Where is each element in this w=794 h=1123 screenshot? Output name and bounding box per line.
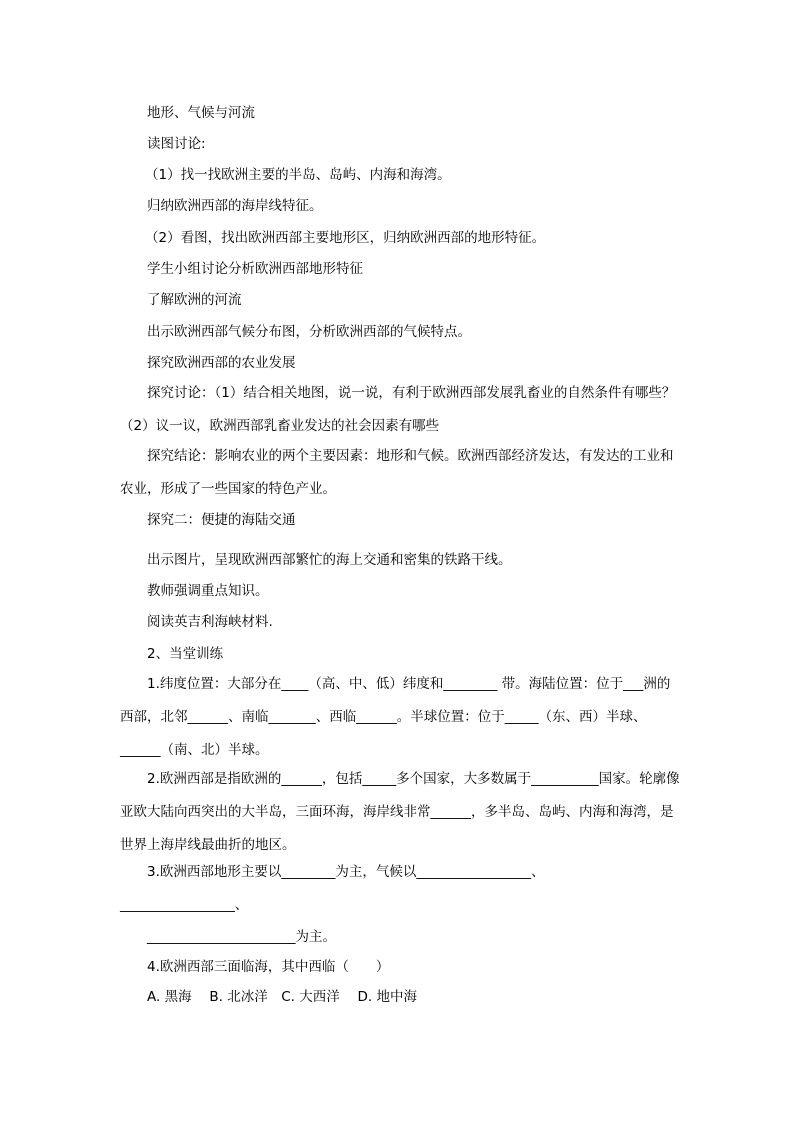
- question-3-line-1: 3.欧洲西部地形主要以________为主，气候以_________________、: [147, 864, 545, 880]
- heading-terrain-climate-rivers: 地形、气候与河流: [147, 105, 255, 121]
- group-discussion: 学生小组讨论分析欧洲西部地形特征: [147, 261, 363, 277]
- coastline-feature: 归纳欧洲西部的海岸线特征。: [147, 198, 323, 214]
- question-1-text: 1.纬度位置：大部分在____（高、中、低）纬度和________ 带。海陆位置：位于___洲的西部，北邻______、南临_______、西临______。半球位置：位于_____（东、西）半球、______（南、北）半球。: [120, 676, 671, 758]
- explore-discussion-paragraph: [120, 377, 680, 443]
- question-3-line-3: ______________________为主。: [147, 929, 336, 945]
- question-3-line-2: _________________、: [120, 897, 249, 913]
- question-2: [120, 763, 680, 862]
- english-channel-reading: 阅读英吉利海峡材料.: [147, 614, 273, 630]
- rivers-line: 了解欧洲的河流: [147, 292, 242, 308]
- question-4: 4.欧洲西部三面临海，其中西临（ ）: [147, 959, 390, 975]
- question-1: [120, 668, 680, 767]
- agriculture-heading: 探究欧洲西部的农业发展: [147, 355, 296, 371]
- show-images-line: 出示图片，呈现欧洲西部繁忙的海上交通和密集的铁路干线。: [147, 552, 512, 568]
- task-1-peninsulas: （1）找一找欧洲主要的半岛、岛屿、内海和海湾。: [145, 167, 451, 183]
- explore-two-heading: 探究二：便捷的海陆交通: [147, 512, 296, 528]
- teacher-emphasis: 教师强调重点知识。: [147, 583, 269, 599]
- explore-conclusion-text: 探究结论：影响农业的两个主要因素：地形和气候。欧洲西部经济发达，有发达的工业和农业，形成了一些国家的特色产业。: [120, 448, 674, 497]
- explore-conclusion-paragraph: [120, 440, 680, 506]
- question-2-text: 2.欧洲西部是指欧洲的______，包括_____多个国家，大多数属于__________国家。轮廓像亚欧大陆向西突出的大半岛，三面环海，海岸线非常______，多半岛、岛屿、内海和海湾，是世界上海岸线最曲折的地区。: [120, 771, 680, 853]
- climate-map-line: 出示欧洲西部气候分布图，分析欧洲西部的气候特点。: [147, 324, 471, 340]
- task-2-terrain: （2）看图，找出欧洲西部主要地形区，归纳欧洲西部的地形特征。: [145, 230, 546, 246]
- question-4-options: A. 黑海 B. 北冰洋 C. 大西洋 D. 地中海: [147, 989, 417, 1005]
- explore-discussion-text: 探究讨论：（1）结合相关地图，说一说，有利于欧洲西部发展乳畜业的自然条件有哪些？（2）议一议，欧洲西部乳畜业发达的社会因素有哪些: [120, 385, 676, 434]
- read-map-discussion: 读图讨论:: [147, 136, 206, 152]
- classroom-training-heading: 2、当堂训练: [147, 646, 224, 662]
